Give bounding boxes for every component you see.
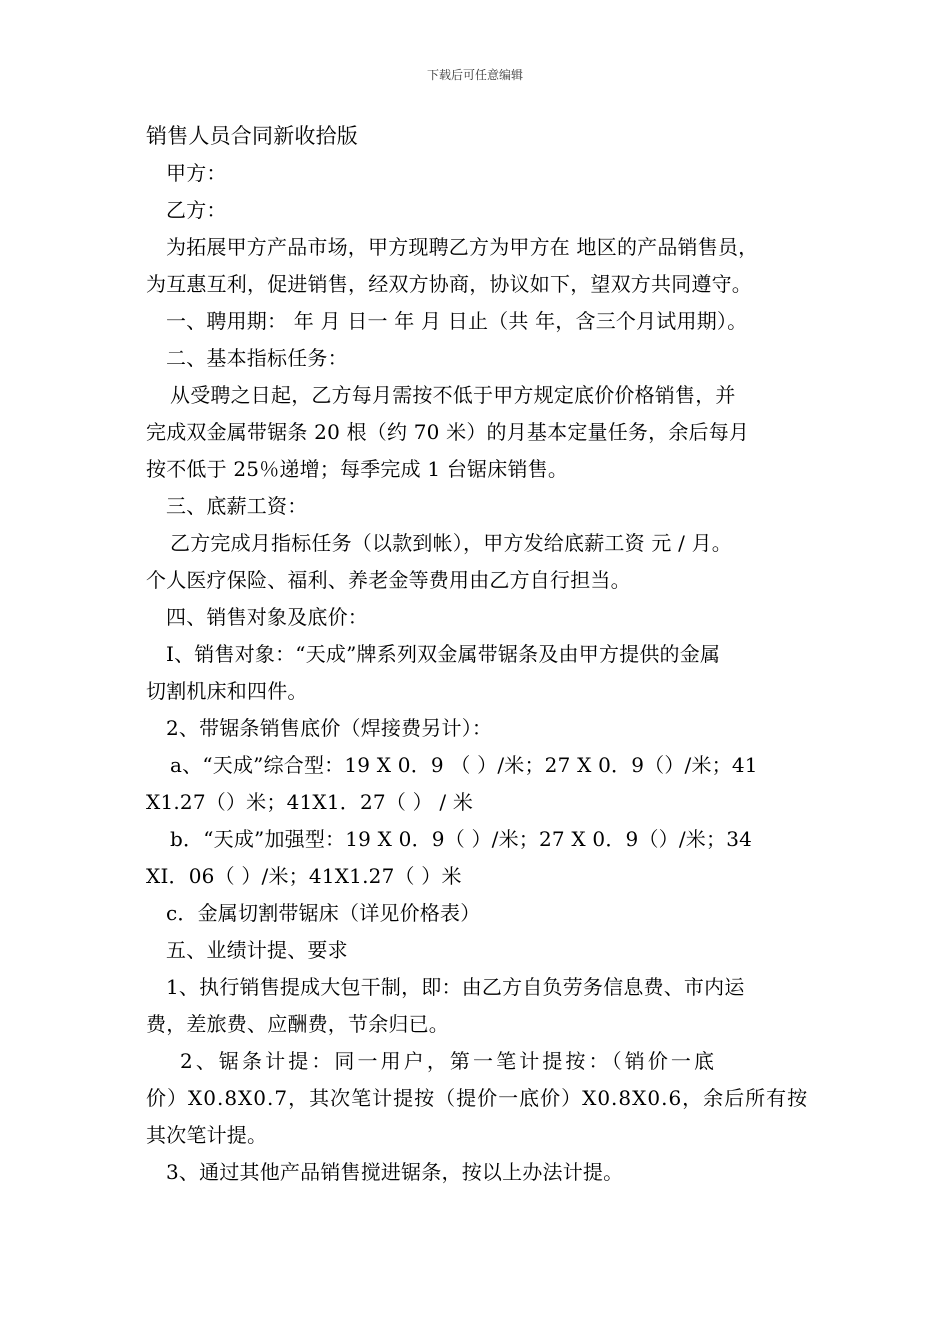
paragraph-line: 价）X0.8X0.7，其次笔计提按（提价一底价）X0.8X0.6，余后所有按 (146, 1086, 809, 1110)
section-heading: 一、聘用期： 年 月 日一 年 月 日止（共 年，含三个月试用期）。 (166, 309, 748, 333)
paragraph-line: 乙方完成月指标任务（以款到帐），甲方发给底薪工资 元 / 月。 (170, 531, 733, 555)
paragraph-line: b．“天成”加强型：19 X 0．9（ ）/米；27 X 0．9（）/米；34 (170, 827, 753, 851)
section-heading: 五、业绩计提、要求 (166, 938, 348, 962)
party-a-line: 甲方： (166, 161, 227, 185)
document-body (146, 118, 810, 1191)
paragraph-line: 3、通过其他产品销售搅进锯条，按以上办法计提。 (166, 1160, 624, 1184)
paragraph-line: 其次笔计提。 (146, 1123, 268, 1147)
paragraph-line: 为拓展甲方产品市场，甲方现聘乙方为甲方在 地区的产品销售员， (166, 235, 759, 259)
paragraph-line: 费，差旅费、应酬费，节余归已。 (146, 1012, 449, 1036)
paragraph-line: 2、带锯条销售底价（焊接费另计）： (166, 716, 493, 740)
paragraph-line: I、销售对象：“天成”牌系列双金属带锯条及由甲方提供的金属 (166, 642, 721, 666)
paragraph-line: c．金属切割带锯床（详见价格表） (166, 901, 481, 925)
paragraph-line: X1.27（）米；41X1．27（ ） / 米 (146, 790, 474, 814)
section-heading: 二、基本指标任务： (166, 346, 348, 370)
paragraph-line: 个人医疗保险、福利、养老金等费用由乙方自行担当。 (146, 568, 631, 592)
paragraph-line: 2、锯条计提：同一用户，第一笔计提按：（销价一底 (180, 1049, 718, 1073)
paragraph-line: 1、执行销售提成大包干制，即：由乙方自负劳务信息费、市内运 (166, 975, 745, 999)
header-note: 下载后可任意编辑 (426, 68, 523, 82)
section-heading: 三、底薪工资： (166, 494, 308, 518)
paragraph-line: a、“天成”综合型：19 X 0．9 （ ）/米；27 X 0．9（）/米；41 (170, 753, 758, 777)
paragraph-line: 按不低于 25％递增；每季完成 1 台锯床销售。 (146, 457, 569, 481)
document-title: 销售人员合同新收拾版 (146, 124, 358, 148)
paragraph-line: 从受聘之日起，乙方每月需按不低于甲方规定底价价格销售，并 (170, 383, 736, 407)
party-b-line: 乙方： (166, 198, 227, 222)
paragraph-line: 完成双金属带锯条 20 根（约 70 米）的月基本定量任务，余后每月 (146, 420, 750, 444)
paragraph-line: XI．06（ ）/米；41X1.27（ ）米 (146, 864, 462, 888)
paragraph-line: 切割机床和四件。 (146, 679, 308, 703)
section-heading: 四、销售对象及底价： (166, 605, 368, 629)
paragraph-line: 为互惠互利，促进销售，经双方协商，协议如下，望双方共同遵守。 (146, 272, 752, 296)
